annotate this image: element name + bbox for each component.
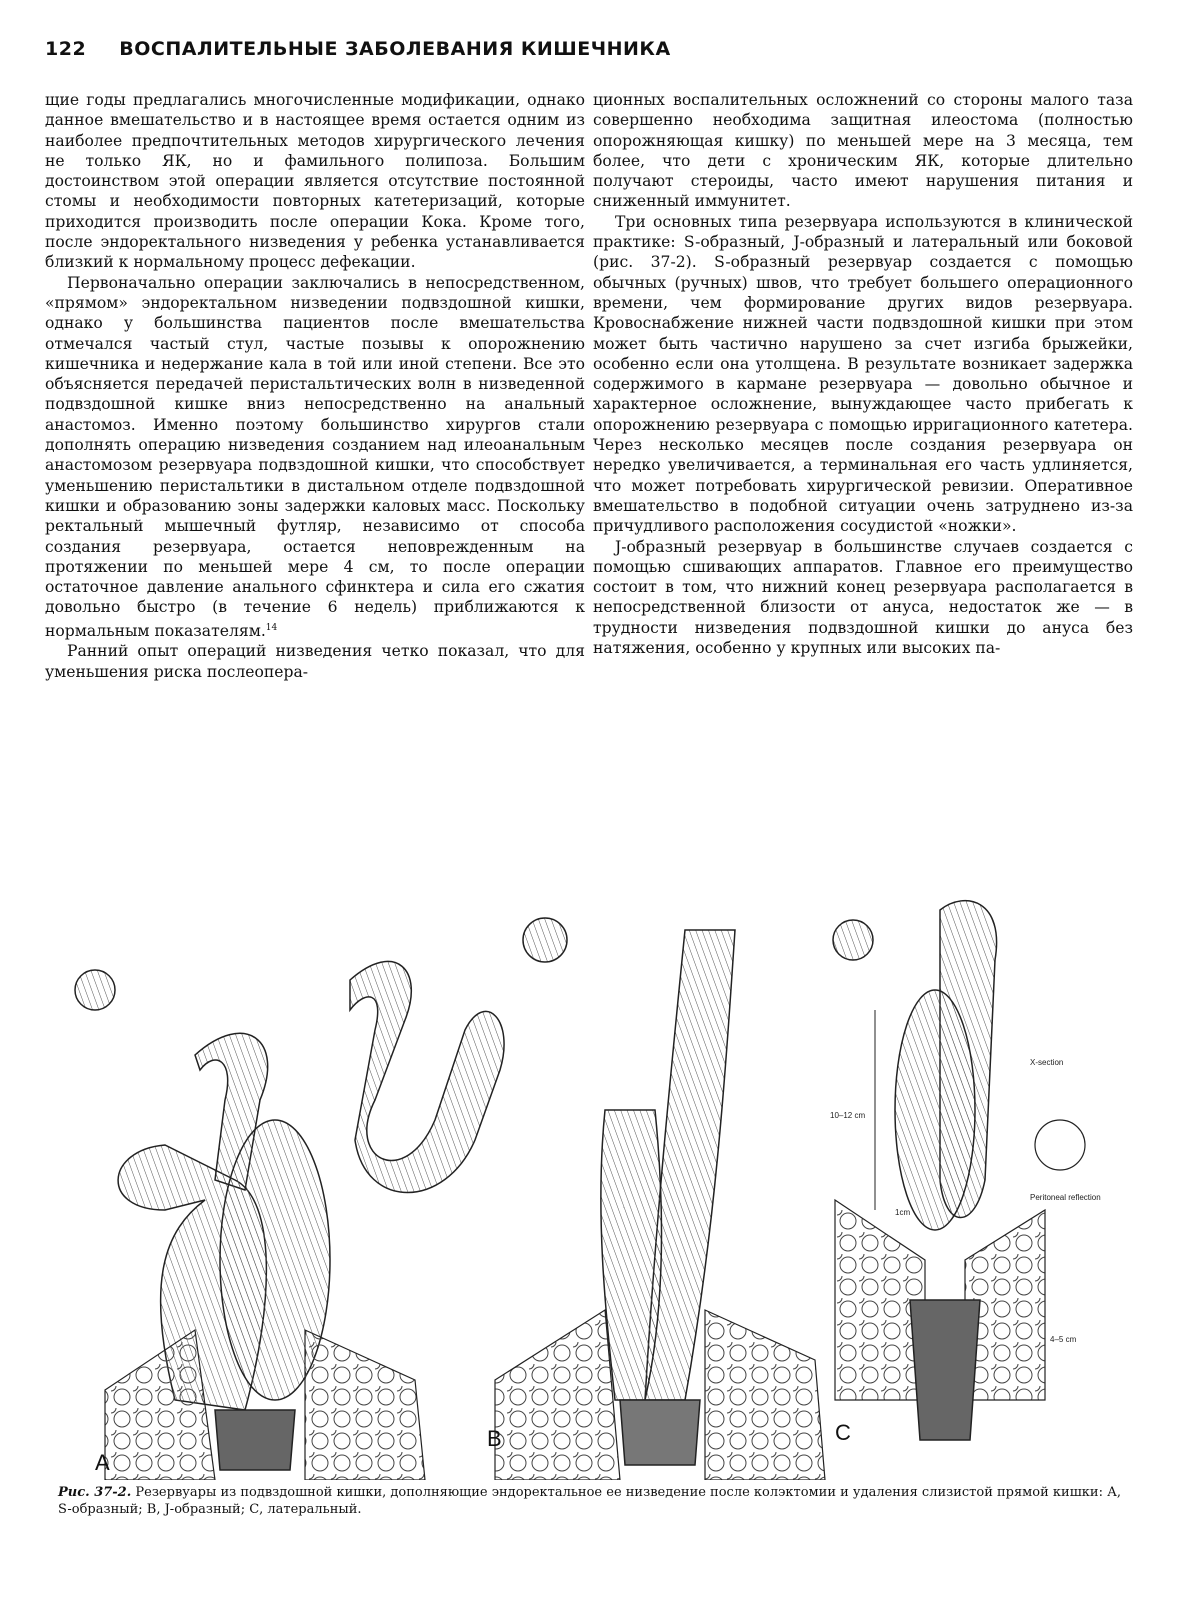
paragraph: щие годы предлагались многочисленные модификации, однако данное вмешательство и в настоящее время остается одним из наиболее предпочтительных методов хирургического лечения не только ЯК, но и фамильного полипоза. Большим достоинством этой операции является отсутствие постоянной стомы и необходимости повторных катетеризаций, которые приходится производить после операции Кока. Кроме того, после эндоректального низведения у ребенка устанавливается близкий к нормальному процесс дефекации. <box>45 91 585 272</box>
anal-canal <box>910 1300 980 1440</box>
stoma-cross-section <box>523 918 567 962</box>
left-column <box>45 90 585 682</box>
reference-mark: 14 <box>265 622 278 633</box>
pelvic-fat-right <box>705 1310 825 1480</box>
figure-drawing <box>45 880 1145 1480</box>
paragraph-text: Первоначально операции заключались в непосредственном, «прямом» эндоректальном низведении подвздошной кишки, однако у большинства пациентов после вмешательства отмечался частый стул, частые позывы к опорожнению кишечника и недержание кала в той или иной степени. Все это объясняется передачей перистальтических волн в низведенной подвздошной кишке вниз непосредственно на анальный анастомоз. Именно поэтому большинство хирургов стали дополнять операцию низведения созданием над илеоанальным анастомозом резервуара подвздошной кишки, что способствует уменьшению перистальтики в дистальном отделе подвздошной кишки и образованию зоны задержки каловых масс. Поскольку ректальный мышечный футляр, независимо от способа создания резервуара, остается неповрежденным на протяжении по меньшей мере 4 см, то после операции остаточное давление анального сфинктера и сила его сжатия довольно быстро (в течение 6 недель) приближаются к нормальным показателям. <box>45 273 585 640</box>
panel-label-a: A <box>95 1450 110 1475</box>
anal-canal <box>215 1410 295 1470</box>
paragraph: Ранний опыт операций низведения четко показал, что для уменьшения риска послеопера- <box>45 642 585 681</box>
length-label: 10–12 cm <box>830 1111 866 1120</box>
paragraph <box>45 273 585 642</box>
pelvic-fat-left <box>495 1310 620 1480</box>
paragraph: J-образный резервуар в большинстве случаев создается с помощью сшивающих аппаратов. Главное его преимущество состоит в том, что нижний конец резервуара располагается в непосредственной близости от ануса, недостаток же — в трудности низведения подвздошной кишки до ануса без натяжения, особенно у крупных или высоких па- <box>593 537 1133 658</box>
page-number: 122 <box>45 38 87 60</box>
right-column <box>593 90 1133 658</box>
pelvic-fat-right <box>305 1330 425 1480</box>
pouch-limb <box>601 1110 662 1400</box>
anal-canal <box>620 1400 700 1465</box>
x-section-diagram <box>1035 1120 1085 1170</box>
pelvic-fat-left <box>105 1330 215 1480</box>
pouch-body <box>895 990 975 1230</box>
chapter-title: ВОСПАЛИТЕЛЬНЫЕ ЗАБОЛЕВАНИЯ КИШЕЧНИКА <box>119 38 671 60</box>
figure-caption <box>58 1484 1138 1518</box>
caption-text: Резервуары из подвздошной кишки, дополняющие эндоректальное ее низведение после колэктомии и удаления слизистой прямой кишки: А, S-образный; В, J-образный; С, латеральный. <box>58 1485 1122 1517</box>
peritoneal-label: Peritoneal reflection <box>1030 1193 1101 1202</box>
stoma-cross-section <box>75 970 115 1010</box>
paragraph: ционных воспалительных осложнений со стороны малого таза совершенно необходима защитная илеостома (полностью опорожняющая кишку) по меньшей мере на 3 месяца, тем более, что дети с хроническим ЯК, которые длительно получают стероиды, часто имеют нарушения питания и сниженный иммунитет. <box>593 91 1133 211</box>
panel-a-s-pouch <box>75 961 504 1480</box>
running-header <box>45 38 1145 78</box>
panel-b-j-pouch <box>487 918 825 1480</box>
panel-label-c: C <box>835 1420 851 1445</box>
caption-label: Рис. 37-2. <box>58 1485 132 1500</box>
s-pouch-detail <box>350 961 504 1192</box>
depth-label: 4–5 cm <box>1050 1335 1077 1344</box>
stoma-cross-section <box>833 920 873 960</box>
paragraph: Три основных типа резервуара используются в клинической практике: S-образный, J-образный и латеральный или боковой (рис. 37-2). S-образный резервуар создается с помощью обычных (ручных) швов, что требует большего операционного времени, чем формирование других видов резервуара. Кровоснабжение нижней части подвздошной кишки при этом может быть частично нарушено за счет изгиба брыжейки, особенно если она утолщена. В результате возникает задержка содержимого в кармане резервуара — довольно обычное и характерное осложнение, вынуждающее часто прибегать к опорожнению резервуара с помощью ирригационного катетера. Через несколько месяцев после создания резервуара он нередко увеличивается, а терминальная его часть удлиняется, что может потребовать хирургической ревизии. Оперативное вмешательство в подобной ситуации очень затруднено из-за причудливого расположения сосудистой «ножки». <box>593 212 1133 536</box>
panel-c-lateral-pouch <box>830 901 1101 1445</box>
cm-label: 1cm <box>895 1208 911 1217</box>
surgical-illustration <box>45 880 1145 1480</box>
x-section-label: X-section <box>1030 1058 1064 1067</box>
panel-label-b: B <box>487 1426 502 1451</box>
